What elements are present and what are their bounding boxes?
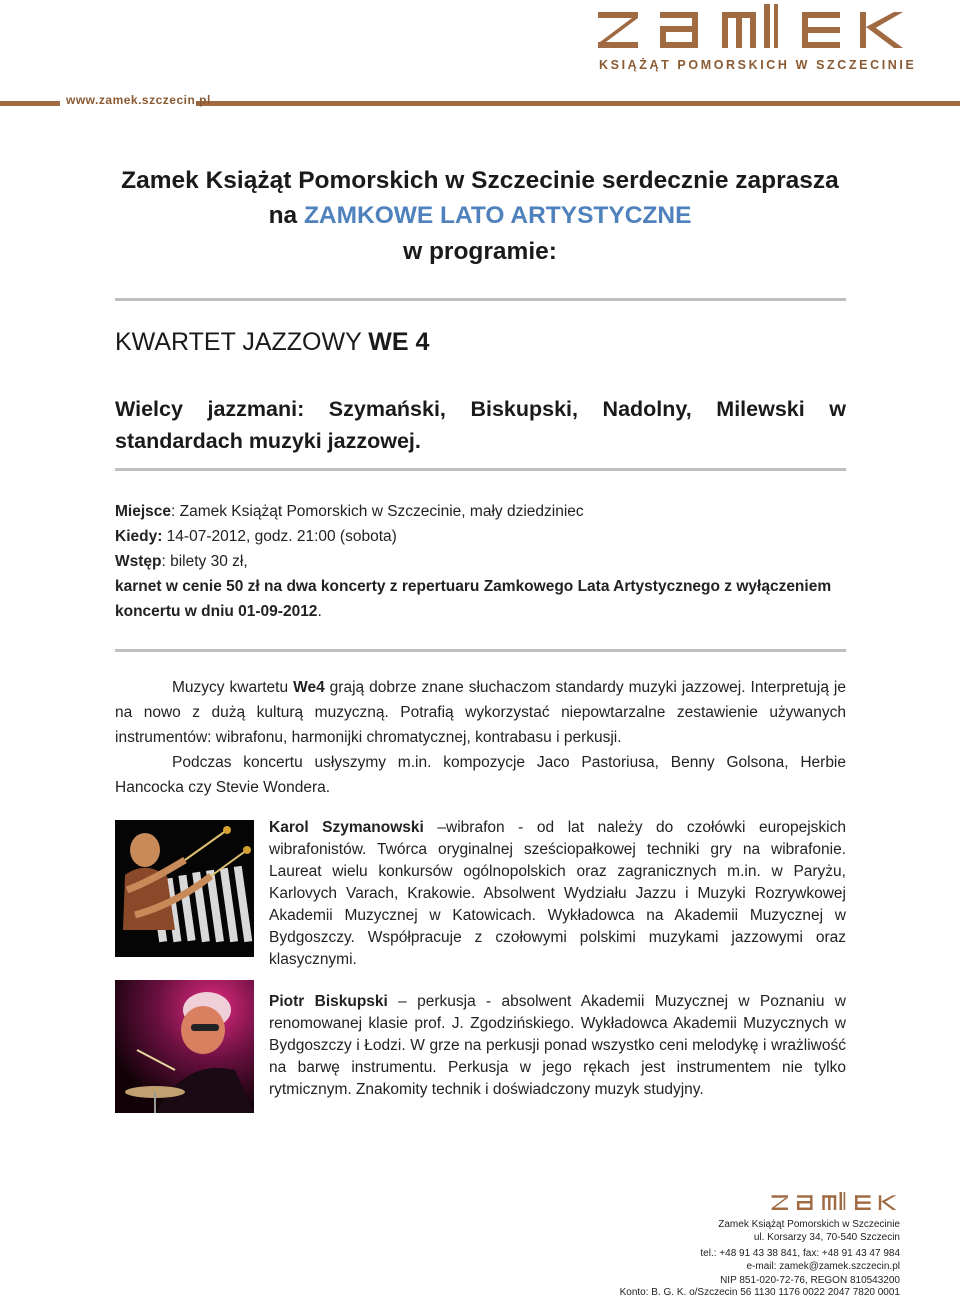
when-date: 14-07-2012, — [162, 528, 255, 545]
divider-2 — [115, 468, 846, 471]
headline-line1: Zamek Książąt Pomorskich w Szczecinie serdecznie zaprasza — [121, 167, 839, 194]
headline-line2 — [100, 202, 860, 230]
when-row — [115, 524, 846, 549]
zamek-logo — [598, 4, 903, 48]
footer-address: ul. Korsarzy 34, 70-540 Szczecin — [753, 1232, 900, 1243]
bio-szymanowski — [269, 817, 846, 971]
when-time: 21:00 (sobota) — [296, 528, 397, 545]
footer-org: Zamek Książąt Pomorskich w Szczecinie — [718, 1219, 900, 1230]
when-label: Kiedy: — [115, 528, 163, 545]
entry-value: : bilety 30 zł, — [161, 553, 248, 570]
place-row — [115, 499, 846, 524]
event-tagline — [115, 393, 846, 457]
musician-photo-biskupski — [115, 980, 254, 1113]
musician-name: Piotr Biskupski — [269, 993, 388, 1010]
website-link[interactable]: www.zamek.szczecin.pl — [66, 93, 211, 107]
festival-name: ZAMKOWE LATO ARTYSTYCZNE — [303, 202, 692, 229]
footer-phones: tel.: +48 91 43 38 841, fax: +48 91 43 47 984 — [700, 1248, 900, 1259]
musician-bio: – perkusja - absolwent Akademii Muzycznej w Poznaniu w renomowanej klasie prof. J. Zgodzińskiego. Wykładowca Akademii Muzycznych w Bydgoszczy i Łodzi. W grze na perkusji ponad wszystko ceni melodykę i wrażliwość na barwę instrumentu. Perkusja w jego rękach jest instrumentem nie tylko rytmicznym. Znakomity technik i doświadczony muzyk studyjny. — [269, 993, 846, 1098]
footer-nip: NIP 851-020-72-76, REGON 810543200 — [720, 1275, 900, 1286]
footer-email[interactable]: e-mail: zamek@zamek.szczecin.pl — [746, 1261, 900, 1272]
concert-description — [115, 675, 846, 800]
description-p2: Podczas koncertu usłyszymy m.in. kompozycje Jaco Pastoriusa, Benny Golsona, Herbie Hancocka czy Stevie Wondera. — [115, 754, 846, 796]
footer-account: Konto: B. G. K. o/Szczecin 56 1130 1176 0022 2047 7820 0001 — [619, 1287, 900, 1298]
logo-tagline: KSIĄŻĄT POMORSKICH W SZCZECINIE — [599, 58, 917, 72]
tagline-line1: Wielcy jazzmani: Szymański, Biskupski, Nadolny, Milewski w — [115, 397, 846, 421]
pass-end: . — [317, 603, 322, 620]
entry-label: Wstęp — [115, 553, 162, 570]
pass-text: karnet w cenie 50 zł na dwa koncerty z repertuaru Zamkowego Lata Artystycznego z wyłączeniem koncertu w dniu 01-09-2012 — [115, 578, 832, 620]
place-value: : Zamek Książąt Pomorskich w Szczecinie, mały dziedziniec — [171, 503, 584, 520]
divider-3 — [115, 649, 846, 652]
musician-bio: –wibrafon - od lat należy do czołówki europejskich wibrafonistów. Twórca oryginalnej sześciopałkowej techniki gry na wibrafonie. Laureat wielu konkursów ogólnopolskich oraz zagranicznych m.in. w Paryżu, Karlovych Varach, Krakowie. Absolwent Wydziału Jazzu i Muzyki Rozrywkowej Akademii Muzycznej w Katowicach. Wykładowca na Akademii Muzycznej w Bydgoszczy. Współpracuje z czołowymi polskimi muzykami jazzowymi oraz klasycznymi. — [269, 819, 846, 968]
when-time-label: godz. — [254, 528, 297, 545]
footer-zamek-logo — [766, 1192, 902, 1210]
headline-line3: w programie: — [403, 238, 557, 265]
place-label: Miejsce — [115, 503, 172, 520]
musician-name: Karol Szymanowski — [269, 819, 424, 836]
headline-prefix: na — [268, 202, 304, 229]
pass-row — [115, 574, 846, 624]
band-name-bold: WE 4 — [368, 328, 430, 356]
entry-row — [115, 549, 846, 574]
tagline-line2: standardach muzyki jazzowej. — [115, 429, 421, 453]
band-short-name: We4 — [293, 679, 325, 696]
musician-photo-szymanowski — [115, 820, 254, 957]
description-p1: Muzycy kwartetu We4 grają dobrze znane słuchaczom standardy muzyki jazzowej. Interpretują je na nowo z dużą kulturą muzyczną. Potrafią wykorzystać niepowtarzalne zestawienie używanych instrumentów: wibrafonu, harmonijki chromatycznej, kontrabasu i perkusji. — [115, 679, 846, 746]
band-title — [115, 328, 429, 357]
band-name-plain: KWARTET JAZZOWY — [115, 328, 369, 356]
divider-1 — [115, 298, 846, 301]
bio-biskupski — [269, 991, 846, 1101]
